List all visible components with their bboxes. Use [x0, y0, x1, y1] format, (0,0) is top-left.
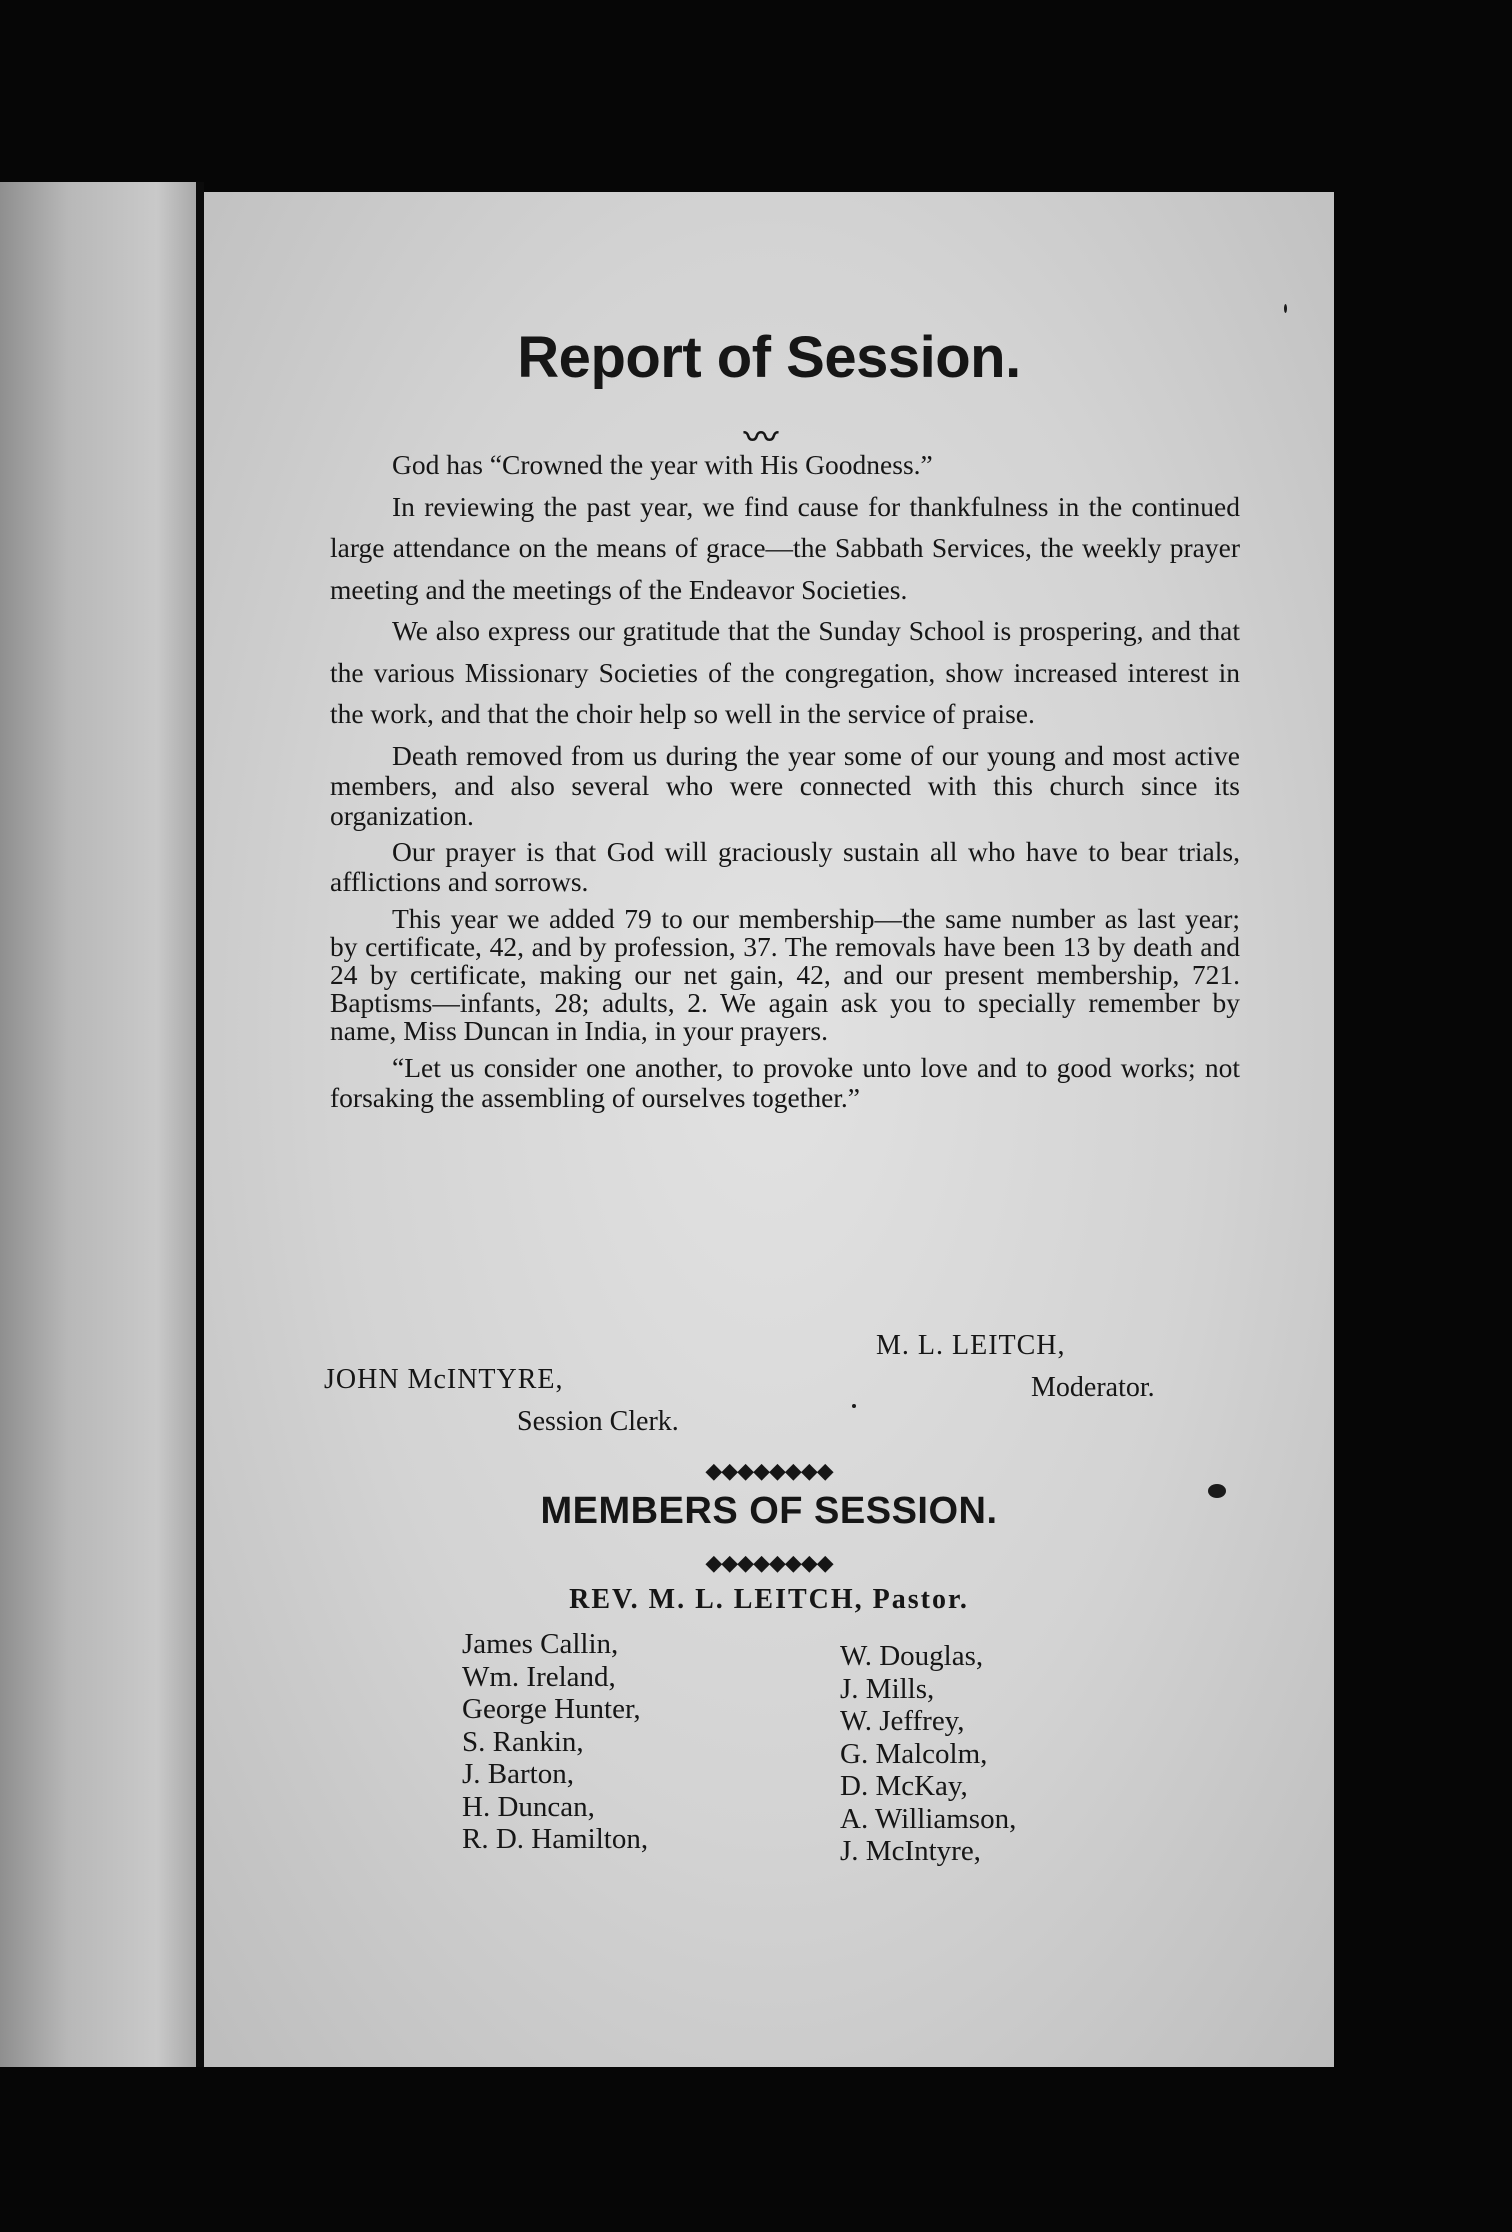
diamond-divider: ◆◆◆◆◆◆◆◆ [705, 1458, 833, 1483]
report-paragraph: Our prayer is that God will graciously sustain all who have to bear trials, afflictions and sorrows. [330, 835, 1240, 897]
report-body [330, 444, 1240, 1113]
report-paragraph: Death removed from us during the year some of our young and most active members, and also several who were connected with this church since its organization. [330, 739, 1240, 831]
member-name: J. McIntyre, [840, 1835, 981, 1867]
member-name: A. Williamson, [840, 1802, 1017, 1835]
member-name: J. Mills, [840, 1672, 935, 1705]
report-paragraph: We also express our gratitude that the Sunday School is prospering, and that the various Missionary Societies of the congregation, show increased interest in the work, and that the choir help so well in the service of praise. [330, 615, 1240, 729]
member-name: H. Duncan, [462, 1790, 595, 1823]
report-paragraph: In reviewing the past year, we find cause for thankfulness in the continued large attendance on the means of grace—the Sabbath Services, the weekly prayer meeting and the meetings of the Endeavor Societies. [330, 490, 1240, 605]
member-name: W. Jeffrey, [840, 1705, 965, 1737]
moderator-name: M. L. LEITCH, [876, 1330, 1066, 1361]
members-heading: MEMBERS OF SESSION. [540, 1490, 998, 1532]
report-paragraph: This year we added 79 to our membership—the same number as last year; by certificate, 42, and by profession, 37. The removals have been 13 by death and 24 by certificate, making our net gain, 42, and our present membership, 721. Baptisms—infants, 28; adults, 2. We again ask you to specially remember by name, Miss Duncan in India, in your prayers. [330, 902, 1240, 1046]
member-name: W. Douglas, [840, 1640, 984, 1672]
member-name: S. Rankin, [462, 1725, 584, 1758]
diamond-divider: ◆◆◆◆◆◆◆◆ [705, 1550, 833, 1575]
title-ornament: 〰 [744, 420, 770, 457]
clerk-title: Session Clerk. [517, 1406, 679, 1437]
member-name: James Callin, [462, 1628, 619, 1660]
clerk-name: JOHN McINTYRE, [324, 1364, 564, 1395]
members-right-column [840, 1640, 1016, 1868]
print-speck [852, 1404, 856, 1408]
print-speck [1284, 304, 1287, 313]
adjacent-page-edge [0, 182, 196, 2067]
report-quotation: “Let us consider one another, to provoke unto love and to good works; not forsaking the assembling of ourselves together.” [330, 1051, 1240, 1113]
moderator-title: Moderator. [1031, 1372, 1155, 1403]
member-name: D. McKay, [840, 1770, 968, 1802]
member-name: Wm. Ireland, [462, 1660, 616, 1693]
member-name: G. Malcolm, [840, 1737, 988, 1770]
member-name: R. D. Hamilton, [462, 1823, 649, 1855]
member-name: George Hunter, [462, 1693, 641, 1725]
document-page [204, 192, 1334, 2067]
page-title: Report of Session. [517, 325, 1021, 390]
members-left-column [462, 1628, 648, 1856]
pastor-line: REV. M. L. LEITCH, Pastor. [569, 1584, 969, 1615]
page-gutter [196, 182, 204, 2067]
report-paragraph: God has “Crowned the year with His Goodness.” [392, 449, 933, 480]
member-name: J. Barton, [462, 1758, 574, 1790]
